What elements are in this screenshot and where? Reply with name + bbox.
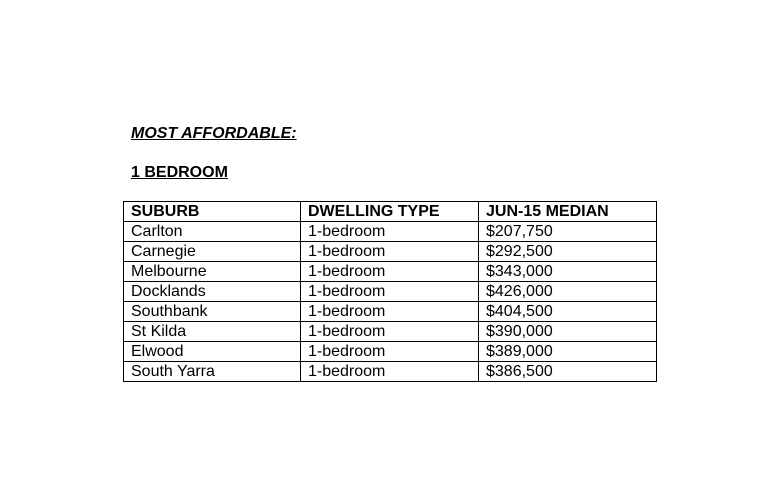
- subsection-heading: 1 BEDROOM: [131, 164, 228, 181]
- dwelling-type-cell: 1-bedroom: [301, 302, 479, 322]
- median-cell: $292,500: [479, 242, 657, 262]
- suburb-cell: Southbank: [124, 302, 301, 322]
- table-header: [124, 202, 657, 222]
- dwelling-type-cell: 1-bedroom: [301, 282, 479, 302]
- dwelling-type-cell: 1-bedroom: [301, 242, 479, 262]
- median-cell: $426,000: [479, 282, 657, 302]
- header-median: JUN-15 MEDIAN: [479, 202, 657, 222]
- median-cell: $343,000: [479, 262, 657, 282]
- median-cell: $207,750: [479, 222, 657, 242]
- dwelling-type-cell: 1-bedroom: [301, 362, 479, 382]
- median-price-table: [123, 201, 657, 382]
- table-row: [124, 342, 657, 362]
- median-cell: $389,000: [479, 342, 657, 362]
- suburb-cell: Carlton: [124, 222, 301, 242]
- section-heading: MOST AFFORDABLE:: [131, 125, 297, 142]
- table-row: [124, 242, 657, 262]
- median-cell: $404,500: [479, 302, 657, 322]
- suburb-cell: South Yarra: [124, 362, 301, 382]
- header-row: [124, 202, 657, 222]
- suburb-cell: St Kilda: [124, 322, 301, 342]
- table-row: [124, 262, 657, 282]
- dwelling-type-cell: 1-bedroom: [301, 262, 479, 282]
- header-suburb: SUBURB: [124, 202, 301, 222]
- suburb-cell: Melbourne: [124, 262, 301, 282]
- dwelling-type-cell: 1-bedroom: [301, 322, 479, 342]
- dwelling-type-cell: 1-bedroom: [301, 342, 479, 362]
- median-cell: $390,000: [479, 322, 657, 342]
- suburb-cell: Elwood: [124, 342, 301, 362]
- table-row: [124, 322, 657, 342]
- table-row: [124, 282, 657, 302]
- header-dwelling-type: DWELLING TYPE: [301, 202, 479, 222]
- dwelling-type-cell: 1-bedroom: [301, 222, 479, 242]
- suburb-cell: Docklands: [124, 282, 301, 302]
- table-body: [124, 222, 657, 382]
- median-cell: $386,500: [479, 362, 657, 382]
- table-row: [124, 302, 657, 322]
- suburb-cell: Carnegie: [124, 242, 301, 262]
- table-row: [124, 362, 657, 382]
- table-row: [124, 222, 657, 242]
